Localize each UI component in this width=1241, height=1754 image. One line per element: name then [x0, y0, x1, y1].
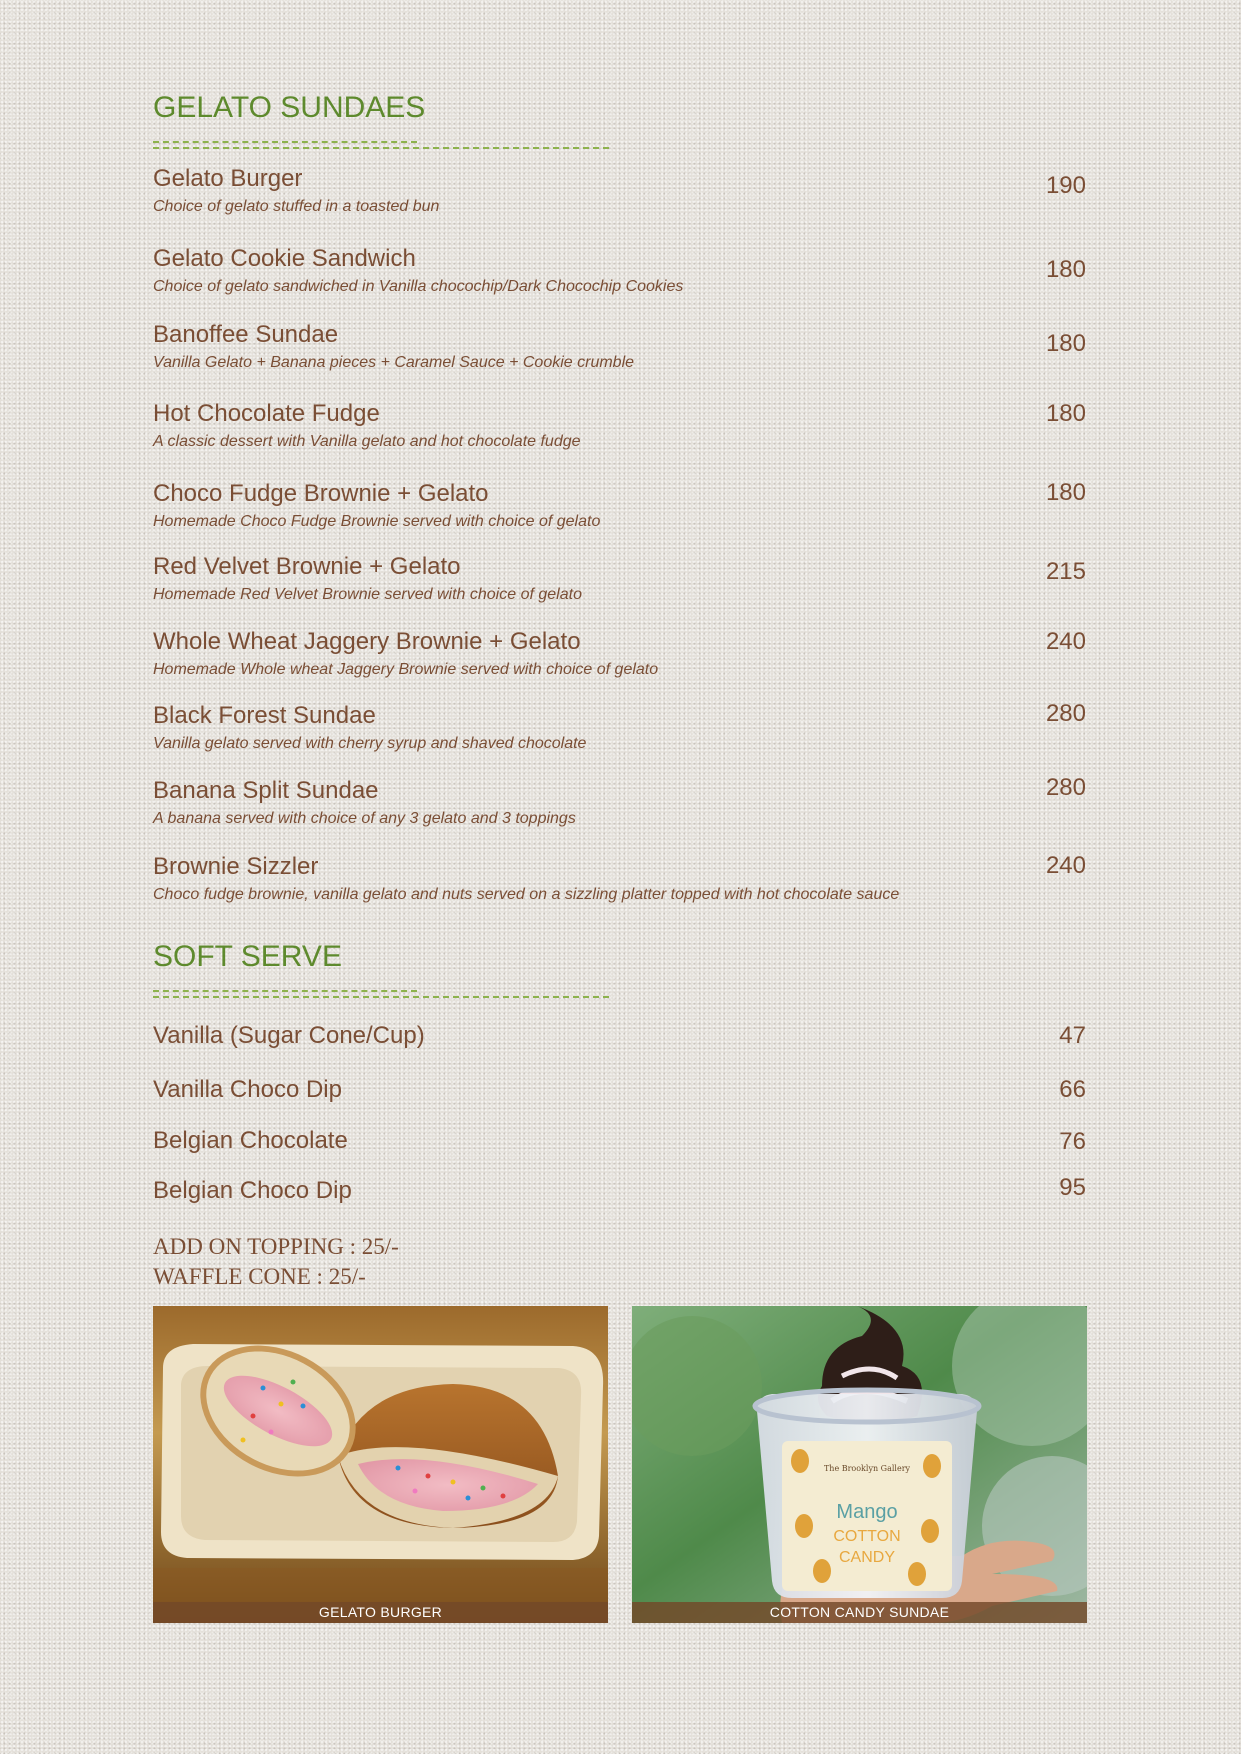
item-description: Choco fudge brownie, vanilla gelato and nuts served on a sizzling platter topped with hot chocolate sauce [153, 886, 900, 903]
item-price: 47 [1059, 1022, 1086, 1049]
item-price: 190 [1045, 172, 1086, 199]
item-description: Vanilla gelato served with cherry syrup and shaved chocolate [153, 735, 587, 752]
item-price: 240 [1045, 852, 1086, 879]
cotton-candy-sundae-image [632, 1306, 1087, 1623]
item-price: 180 [1045, 479, 1086, 506]
item-description: Homemade Red Velvet Brownie served with choice of gelato [153, 586, 582, 603]
section-divider [153, 141, 609, 150]
item-description: A classic dessert with Vanilla gelato and hot chocolate fudge [153, 433, 581, 450]
item-description: Choice of gelato stuffed in a toasted bun [153, 198, 440, 215]
item-price: 280 [1045, 774, 1086, 801]
item-price: 180 [1045, 330, 1086, 357]
item-name: Choco Fudge Brownie + Gelato [153, 480, 489, 507]
item-name: Brownie Sizzler [153, 853, 319, 880]
item-price: 215 [1045, 558, 1086, 585]
photo-cotton-candy-sundae [632, 1306, 1087, 1623]
item-name: Gelato Burger [153, 165, 303, 192]
section-divider [153, 990, 609, 999]
item-name: Banoffee Sundae [153, 321, 339, 348]
item-description: A banana served with choice of any 3 gelato and 3 toppings [153, 810, 576, 827]
item-name: Gelato Cookie Sandwich [153, 245, 416, 272]
item-price: 280 [1045, 700, 1086, 727]
item-name: Vanilla Choco Dip [153, 1076, 342, 1103]
item-name: Belgian Chocolate [153, 1127, 348, 1154]
item-description: Vanilla Gelato + Banana pieces + Caramel Sauce + Cookie crumble [153, 354, 635, 371]
photo-caption: COTTON CANDY SUNDAE [632, 1602, 1087, 1623]
item-price: 240 [1045, 628, 1086, 655]
item-name: Red Velvet Brownie + Gelato [153, 553, 461, 580]
item-price: 66 [1059, 1076, 1086, 1103]
item-name: Banana Split Sundae [153, 777, 379, 804]
item-name: Black Forest Sundae [153, 702, 376, 729]
item-price: 180 [1045, 256, 1086, 283]
cup-label-line1: Mango [836, 1501, 898, 1523]
item-name: Vanilla (Sugar Cone/Cup) [153, 1022, 425, 1049]
item-description: Homemade Choco Fudge Brownie served with choice of gelato [153, 513, 601, 530]
addon-waffle-cone-note: WAFFLE CONE : 25/- [153, 1264, 366, 1289]
item-name: Whole Wheat Jaggery Brownie + Gelato [153, 628, 581, 655]
item-price: 95 [1059, 1174, 1086, 1201]
gelato-burger-image [153, 1306, 608, 1623]
cup-brand-text: The Brooklyn Gallery [823, 1464, 911, 1473]
photo-gelato-burger [153, 1306, 608, 1623]
item-price: 180 [1045, 400, 1086, 427]
addon-topping-note: ADD ON TOPPING : 25/- [153, 1234, 399, 1259]
cup-label-line3: CANDY [838, 1549, 896, 1566]
cup-label-line2: COTTON [833, 1528, 901, 1545]
section-title-gelato-sundaes: GELATO SUNDAES [153, 91, 426, 124]
item-price: 76 [1059, 1128, 1086, 1155]
item-name: Hot Chocolate Fudge [153, 400, 380, 427]
item-name: Belgian Choco Dip [153, 1177, 352, 1204]
item-description: Homemade Whole wheat Jaggery Brownie served with choice of gelato [153, 661, 659, 678]
item-description: Choice of gelato sandwiched in Vanilla chocochip/Dark Chocochip Cookies [153, 278, 684, 295]
section-title-soft-serve: SOFT SERVE [153, 940, 342, 973]
photo-caption: GELATO BURGER [153, 1602, 608, 1623]
